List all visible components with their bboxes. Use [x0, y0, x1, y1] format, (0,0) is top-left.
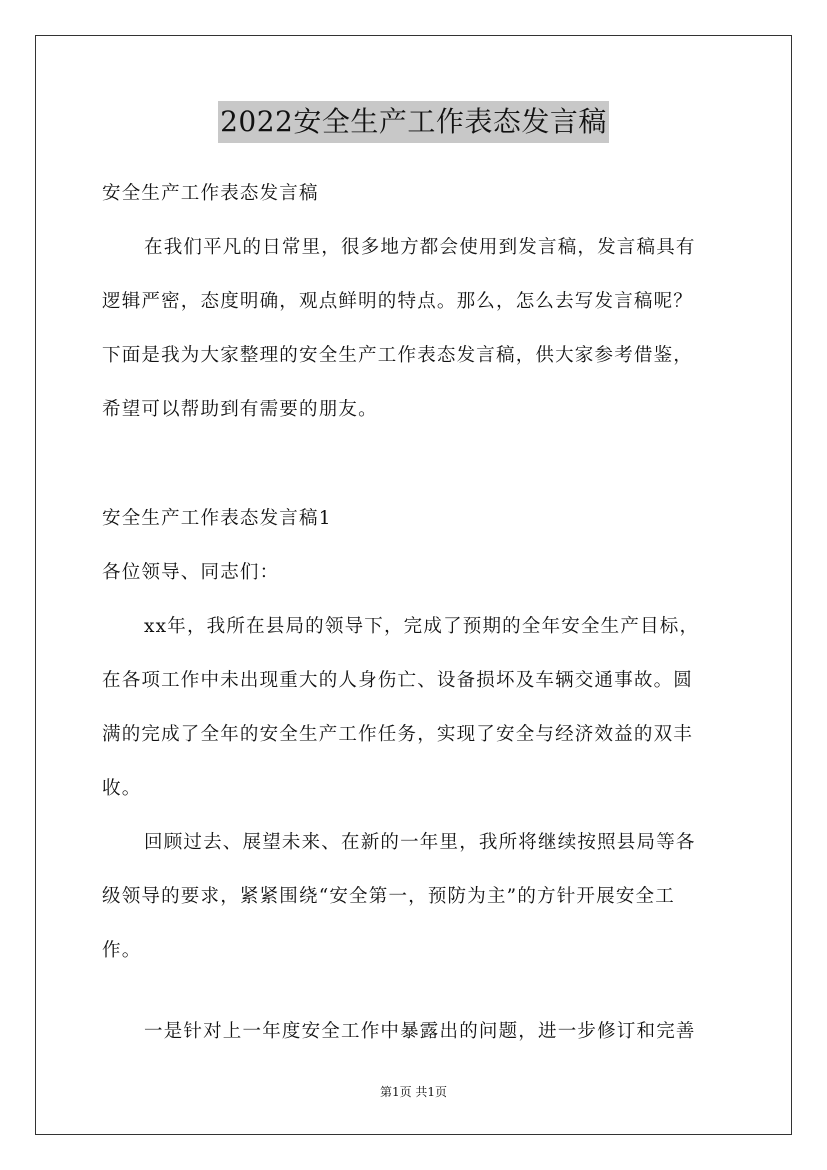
paragraph-line: 收。 — [102, 778, 142, 799]
paragraph-line: 级领导的要求，紧紧围绕“安全第一，预防为主”的方针开展安全工 — [102, 886, 675, 907]
title-container — [0, 101, 827, 143]
paragraph-line: 逻辑严密，态度明确，观点鲜明的特点。那么，怎么去写发言稿呢？ — [102, 291, 694, 312]
paragraph-line: 回顾过去、展望未来、在新的一年里，我所将继续按照县局等各 — [144, 832, 696, 853]
page-footer: 第1页 共1页 — [379, 1085, 448, 1099]
document-title: 2022安全生产工作表态发言稿 — [218, 101, 609, 143]
salutation-line: 各位领导、同志们： — [102, 562, 280, 583]
paragraph-line: 下面是我为大家整理的安全生产工作表态发言稿，供大家参考借鉴， — [102, 345, 694, 366]
paragraph-line: 希望可以帮助到有需要的朋友。 — [102, 399, 378, 420]
subtitle-line: 安全生产工作表态发言稿 — [102, 183, 319, 204]
section-heading: 安全生产工作表态发言稿1 — [102, 508, 332, 529]
paragraph-line: 在各项工作中未出现重大的人身伤亡、设备损坏及车辆交通事故。圆 — [102, 670, 694, 691]
paragraph-line: 一是针对上一年度安全工作中暴露出的问题，进一步修订和完善 — [144, 1021, 696, 1042]
paragraph-line: 作。 — [102, 940, 142, 961]
paragraph-line: xx年，我所在县局的领导下，完成了预期的全年安全生产目标， — [144, 616, 700, 637]
paragraph-line: 满的完成了全年的安全生产工作任务，实现了安全与经济效益的双丰 — [102, 724, 694, 745]
paragraph-line: 在我们平凡的日常里，很多地方都会使用到发言稿，发言稿具有 — [144, 237, 696, 258]
